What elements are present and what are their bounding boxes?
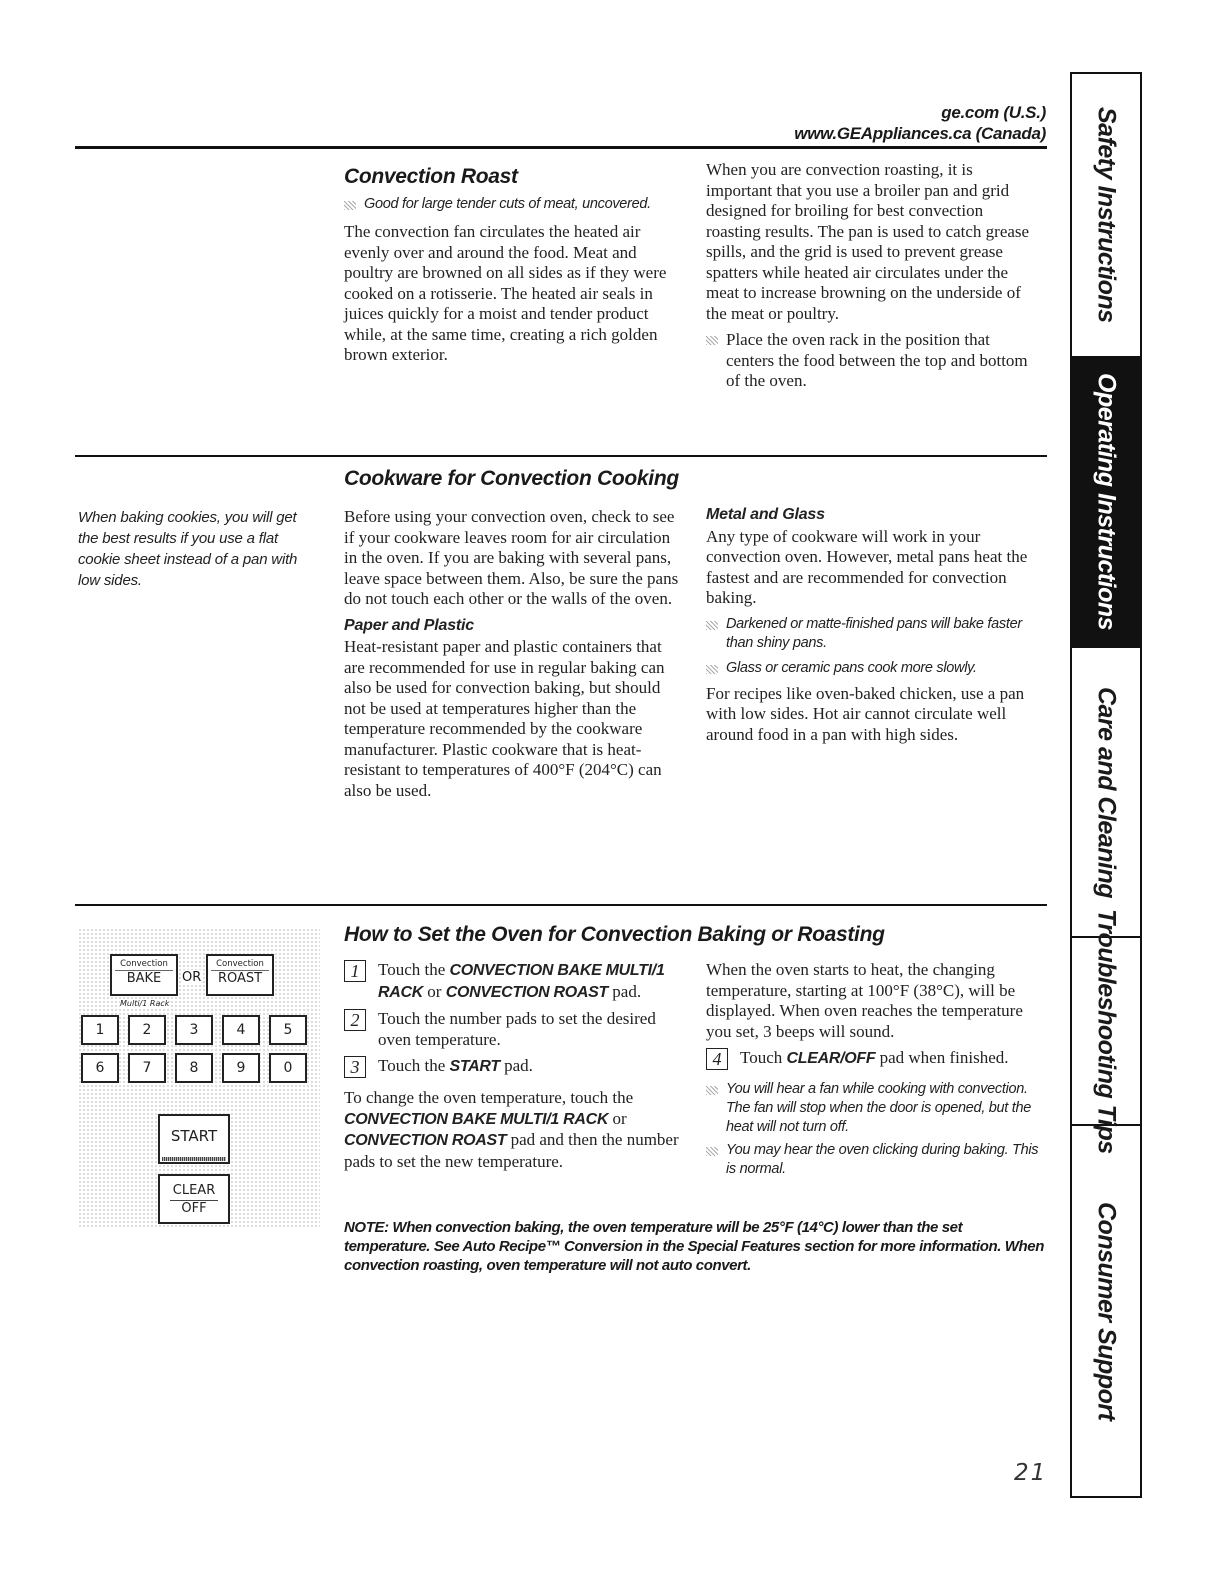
site-links: [700, 102, 1046, 144]
pad-indicator-bar: [162, 1157, 226, 1161]
text: pad.: [608, 981, 642, 1001]
paragraph: The convection fan circulates the heated air evenly over and around the food. Meat and poultry are browned on all sides as if they were cooked on a rotisserie. The heated air seals in juices quickly for a moist and tender product while, at the same time, creating a rich golden brown exterior.: [344, 222, 667, 364]
number-pad-0[interactable]: 0: [269, 1053, 307, 1083]
tab-safety-instructions[interactable]: [1072, 74, 1140, 358]
text: pad.: [499, 1056, 533, 1075]
paragraph: When you are convection roasting, it is important that you use a broiler pan and grid designed for broiling for best convection roasting results. The pan is used to catch grease spills, and the grid is used to prevent grease spatters while heated air circulates under the meat to increase browning on the underside of the meat or poultry.: [706, 160, 1030, 323]
divider: [75, 455, 1047, 457]
subheading-metal-glass: Metal and Glass: [706, 506, 825, 523]
change-temperature-paragraph: [344, 1088, 680, 1172]
subheading-paper-plastic: Paper and Plastic: [344, 616, 474, 634]
keyword: CONVECTION BAKE MULTI/1 RACK: [378, 962, 665, 1001]
bullet-text: You will hear a fan while cooking with convection. The fan will stop when the door is opened, but the heat will not turn off.: [726, 1081, 1032, 1135]
text: pad when finished.: [875, 1048, 1009, 1067]
tab-label: Safety Instructions: [1092, 107, 1121, 323]
bullet-text: Place the oven rack in the position that centers the food between the top and bottom of the oven.: [726, 330, 1028, 390]
pad-label: ROAST: [211, 970, 269, 987]
bullet-rack-position: [706, 330, 1042, 392]
section-title-how-to: How to Set the Oven for Convection Baking or Roasting: [344, 923, 885, 946]
step-number: 3: [344, 1056, 366, 1078]
pad-label-off: OFF: [181, 1201, 207, 1216]
keyword: CONVECTION ROAST: [445, 983, 609, 1001]
step-number: 4: [706, 1048, 728, 1070]
number-pad-8[interactable]: 8: [175, 1053, 213, 1083]
page-number: 21: [1014, 1460, 1048, 1486]
pad-label: START: [170, 1127, 218, 1145]
sidebar-note-cookies: When baking cookies, you will get the best results if you use a flat cookie sheet instead of a pan with low sides.: [78, 509, 298, 589]
tab-label: Operating Instructions: [1092, 373, 1121, 631]
section-title-cookware: Cookware for Convection Cooking: [344, 467, 679, 490]
tab-label: Care and Cleaning: [1092, 686, 1121, 898]
bullet-text: Good for large tender cuts of meat, uncovered.: [364, 196, 651, 212]
paragraph: When the oven starts to heat, the changing temperature, starting at 100°F (38°C), will be displayed. When oven reaches the temperature you set, 3 beeps will sound.: [706, 960, 1023, 1041]
number-pad-9[interactable]: 9: [222, 1053, 260, 1083]
multi-rack-label: Multi/1 Rack: [120, 999, 170, 1008]
pad-caption: Convection: [216, 959, 264, 969]
divider: [75, 146, 1047, 149]
tab-troubleshooting-tips[interactable]: [1072, 908, 1140, 1154]
step-1: [344, 960, 680, 1003]
divider: [75, 904, 1047, 906]
tab-label: Consumer Support: [1092, 1201, 1121, 1421]
tab-operating-instructions[interactable]: [1072, 358, 1140, 648]
bullet-darkened-pans: [706, 615, 1042, 653]
section-tabs: [1070, 72, 1142, 1498]
tab-consumer-support[interactable]: [1072, 1126, 1140, 1496]
site-ca: www.GEAppliances.ca (Canada): [794, 124, 1046, 143]
clear-off-pad[interactable]: [158, 1174, 230, 1224]
steps-right-column: [706, 960, 1046, 1179]
text: or: [608, 1108, 627, 1128]
paragraph: Before using your convection oven, check to see if your cookware leaves room for air circulation in the oven. If you are baking with several pans, leave space between them. Also, be sure the pans do not touch each other or the walls of the oven.: [344, 507, 679, 608]
bullet-large-cuts: [344, 195, 704, 214]
convection-roast-pad[interactable]: [206, 954, 274, 996]
steps-left-column: [344, 960, 680, 1172]
number-pad-7[interactable]: 7: [128, 1053, 166, 1083]
bullet-text: You may hear the oven clicking during baking. This is normal.: [726, 1142, 1039, 1177]
tab-label: Troubleshooting Tips: [1092, 908, 1121, 1154]
keyword: CLEAR/OFF: [786, 1050, 876, 1067]
bullet-text: Glass or ceramic pans cook more slowly.: [726, 659, 977, 676]
step-number: 1: [344, 960, 366, 982]
tab-care-and-cleaning[interactable]: [1072, 648, 1140, 938]
control-panel-illustration: [78, 928, 320, 1228]
paragraph: Any type of cookware will work in your convection oven. However, metal pans heat the fastest and are recommended for convection baking.: [706, 526, 1028, 607]
cookware-right-column: [706, 505, 1042, 745]
or-label: OR: [182, 970, 202, 985]
convection-bake-pad[interactable]: [110, 954, 178, 996]
paragraph: Heat-resistant paper and plastic containers that are recommended for use in regular baking can also be used for convection baking, but should not be used at temperatures higher than the temperature recommended by the cookware manufacturer. Plastic cookware that is heat-resistant to temperatures of 400°F (204°C) can also be used.: [344, 637, 665, 800]
start-pad[interactable]: [158, 1114, 230, 1164]
bullet-clicking: [706, 1141, 1046, 1179]
keyword: START: [449, 1058, 500, 1075]
text: or: [423, 981, 446, 1001]
section-title-convection-roast: Convection Roast: [344, 165, 518, 188]
note-convection: NOTE: When convection baking, the oven temperature will be 25°F (14°C) lower than the set temperature. See Auto Recipe™ Conversion in the Special Features section for more information. When convection roasting, oven temperature will not auto convert.: [344, 1219, 1044, 1274]
step-number: 2: [344, 1009, 366, 1031]
text: Touch the: [378, 960, 450, 979]
text: pad and then the number pads to set the new temperature.: [344, 1130, 679, 1171]
bullet-text: Darkened or matte-finished pans will bake faster than shiny pans.: [726, 615, 1022, 651]
cookware-left-column: [344, 507, 680, 801]
paragraph: For recipes like oven-baked chicken, use a pan with low sides. Hot air cannot circulate well around food in a pan with high sides.: [706, 683, 1025, 744]
step-3: [344, 1056, 680, 1078]
number-pad-6[interactable]: 6: [81, 1053, 119, 1083]
number-pad-1[interactable]: 1: [81, 1015, 119, 1045]
site-us: ge.com (U.S.): [941, 103, 1046, 122]
keyword: CONVECTION ROAST: [344, 1132, 507, 1149]
bullet-glass-pans: [706, 659, 1042, 678]
text: Touch the: [378, 1056, 450, 1075]
text: To change the oven temperature, touch the: [344, 1088, 634, 1107]
step-4: [706, 1048, 1046, 1070]
step-2: [344, 1009, 680, 1050]
bullet-fan-noise: [706, 1080, 1046, 1137]
pad-label: BAKE: [115, 970, 173, 987]
text: Touch the number pads to set the desired oven temperature.: [378, 1009, 656, 1049]
convection-roast-paragraph: [344, 222, 682, 366]
number-pad-5[interactable]: 5: [269, 1015, 307, 1045]
pad-caption: Convection: [120, 959, 168, 969]
keyword: CONVECTION BAKE MULTI/1 RACK: [344, 1110, 609, 1128]
pad-label: CLEAR: [170, 1182, 218, 1201]
number-pad-4[interactable]: 4: [222, 1015, 260, 1045]
number-pad-3[interactable]: 3: [175, 1015, 213, 1045]
text: Touch: [740, 1048, 787, 1067]
number-pad-2[interactable]: 2: [128, 1015, 166, 1045]
convection-roast-right: [706, 160, 1042, 392]
